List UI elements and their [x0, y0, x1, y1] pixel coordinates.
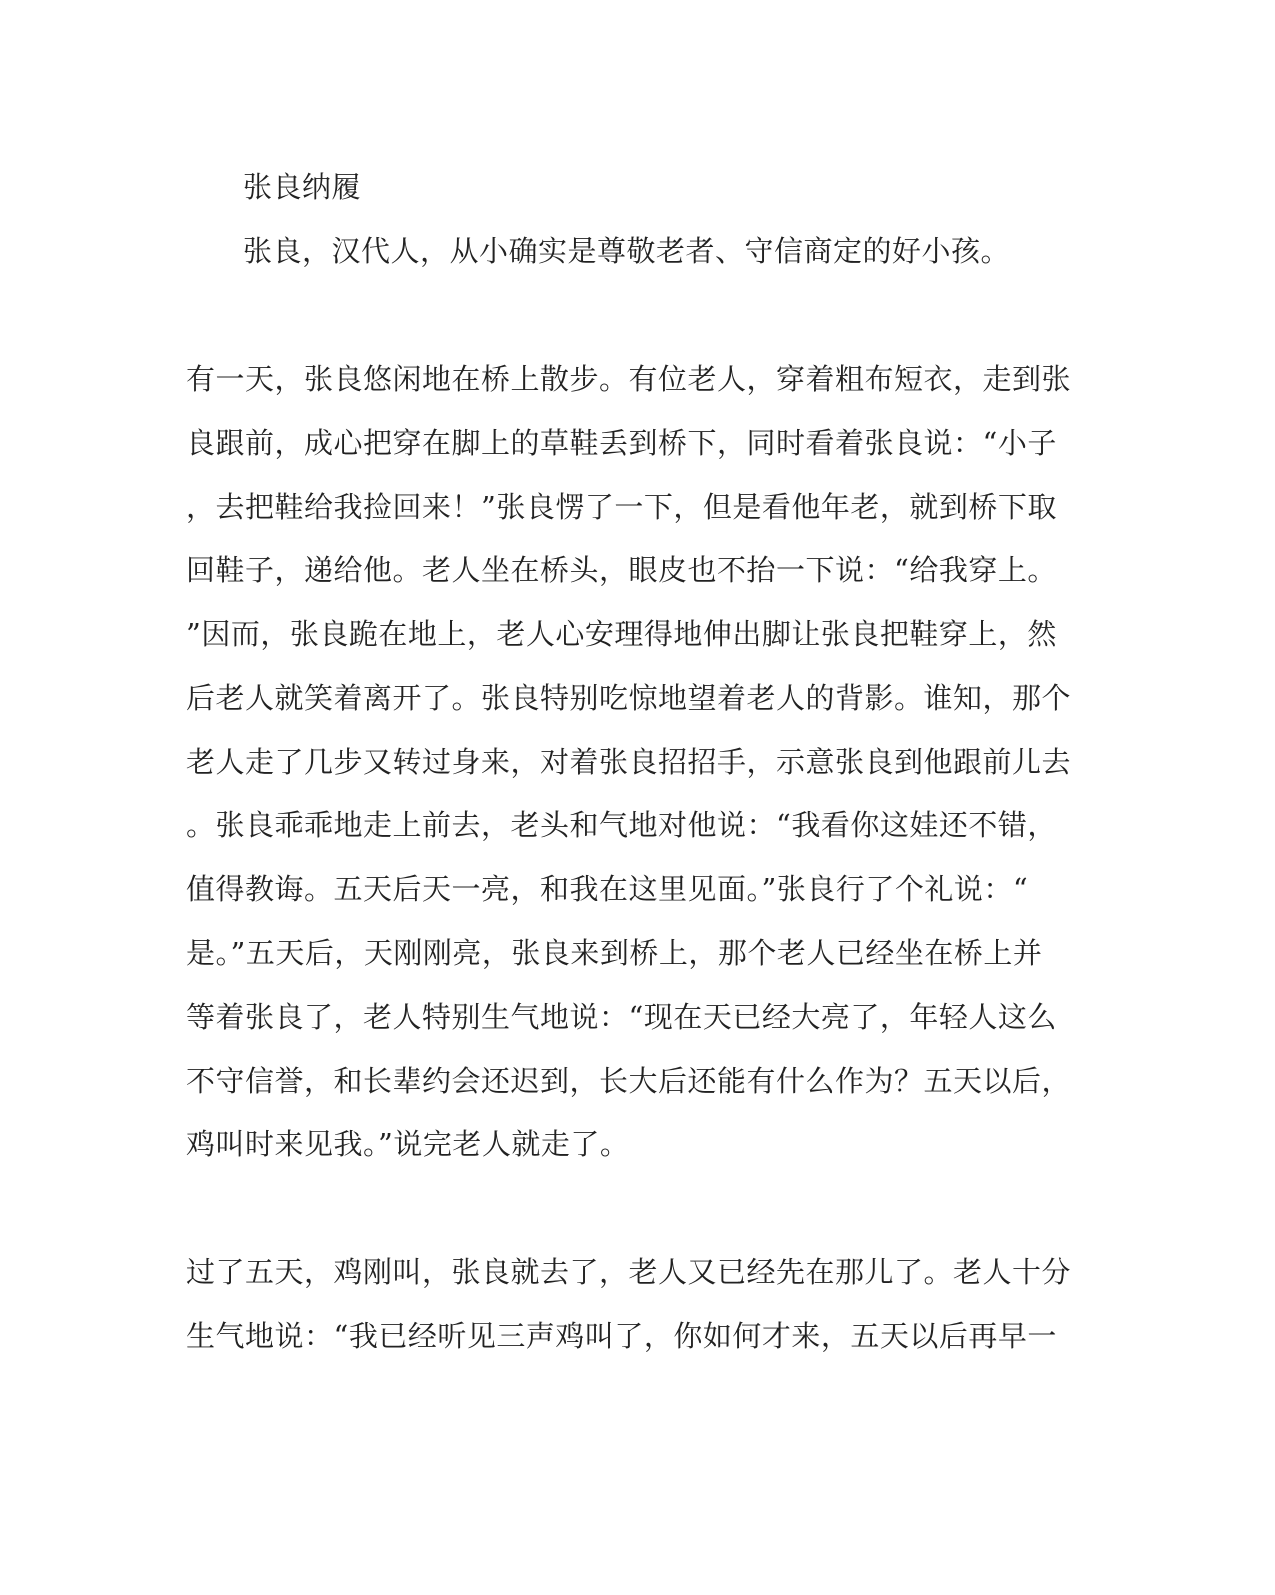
intro-line: 张良，汉代人，从小确实是尊敬老者、守信商定的好小孩。 — [243, 234, 1011, 268]
paragraph-line: 鸡叫时来见我。”说完老人就走了。 — [186, 1127, 630, 1161]
paragraph-line: ，去把鞋给我捡回来！”张良愣了一下，但是看他年老，就到桥下取 — [186, 490, 1057, 524]
paragraph-line: 值得教诲。五天后天一亮，和我在这里见面。”张良行了个礼说：“ — [186, 872, 1029, 906]
paragraph-line: ”因而，张良跪在地上，老人心安理得地伸出脚让张良把鞋穿上，然 — [186, 617, 1057, 651]
paragraph-line: 良跟前，成心把穿在脚上的草鞋丢到桥下，同时看着张良说：“小子 — [186, 426, 1057, 460]
paragraph-line: 回鞋子，递给他。老人坐在桥头，眼皮也不抬一下说：“给我穿上。 — [186, 553, 1057, 587]
paragraph-line: 有一天，张良悠闲地在桥上散步。有位老人，穿着粗布短衣，走到张 — [186, 362, 1072, 396]
paragraph-line: 等着张良了，老人特别生气地说：“现在天已经大亮了，年轻人这么 — [186, 1000, 1057, 1034]
paragraph-line: 不守信誉，和长辈约会还迟到，长大后还能有什么作为？五天以后， — [186, 1064, 1072, 1098]
paragraph-line: 。张良乖乖地走上前去，老头和气地对他说：“我看你这娃还不错， — [186, 808, 1057, 842]
paragraph-line: 过了五天，鸡刚叫，张良就去了，老人又已经先在那儿了。老人十分 — [186, 1255, 1072, 1289]
paragraph-line: 生气地说：“我已经听见三声鸡叫了，你如何才来，五天以后再早一 — [186, 1319, 1057, 1353]
paragraph-line: 是。”五天后，天刚刚亮，张良来到桥上，那个老人已经坐在桥上并 — [186, 936, 1043, 970]
paragraph-line: 后老人就笑着离开了。张良特别吃惊地望着老人的背影。谁知，那个 — [186, 681, 1072, 715]
paragraph-line: 老人走了几步又转过身来，对着张良招招手，示意张良到他跟前儿去 — [186, 745, 1072, 779]
document-title: 张良纳履 — [243, 170, 362, 204]
